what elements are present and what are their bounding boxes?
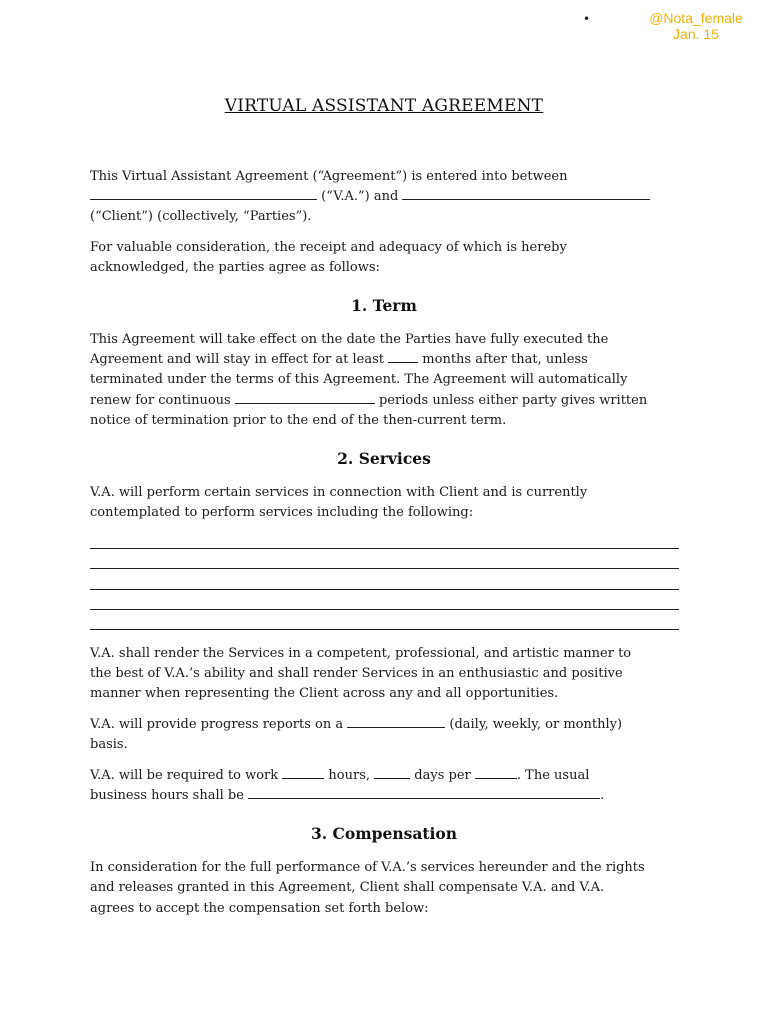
client-name-blank[interactable] <box>402 187 650 200</box>
work-line-2 <box>90 786 680 806</box>
term-line-4b: periods unless either party gives written <box>378 393 648 408</box>
intro-line-2 <box>90 187 680 207</box>
work-line-1 <box>90 766 680 786</box>
progress-frequency-blank[interactable] <box>347 715 445 728</box>
section-compensation-heading: 3. Compensation <box>310 824 458 843</box>
consideration-line-2: acknowledged, the parties agree as follows: <box>90 260 380 275</box>
progress-line-1b: (daily, weekly, or monthly) <box>449 717 623 732</box>
services-blank-line-1[interactable] <box>90 548 679 549</box>
term-line-2b: months after that, unless <box>422 352 588 367</box>
services-line-1: V.A. will perform certain services in connection with Client and is currently <box>90 485 588 500</box>
progress-line-2: basis. <box>90 737 128 752</box>
compensation-line-2: and releases granted in this Agreement, Client shall compensate V.A. and V.A. <box>90 880 605 895</box>
consideration-line-1: For valuable consideration, the receipt and adequacy of which is hereby <box>90 240 567 255</box>
term-line-3: terminated under the terms of this Agreement. The Agreement will automatically <box>90 372 628 387</box>
services-blank-line-5[interactable] <box>90 629 679 630</box>
intro-line-3: (“Client”) (collectively, “Parties”). <box>90 209 312 224</box>
term-line-5: notice of termination prior to the end of the then-current term. <box>90 413 507 428</box>
bullet-mark: • <box>583 12 591 26</box>
term-line-4 <box>90 391 680 411</box>
term-line-1: This Agreement will take effect on the date the Parties have fully executed the <box>90 332 609 347</box>
render-line-2: the best of V.A.’s ability and shall render Services in an enthusiastic and positive <box>90 666 623 681</box>
services-line-2: contemplated to perform services including the following: <box>90 505 474 520</box>
term-line-4a: renew for continuous <box>90 393 231 408</box>
compensation-line-1: In consideration for the full performance of V.A.’s services hereunder and the rights <box>90 860 645 875</box>
work-line-1c: days per <box>414 768 471 783</box>
hours-blank[interactable] <box>282 766 324 779</box>
intro-va-and: (“V.A.”) and <box>321 189 399 204</box>
work-line-2b: . <box>600 788 605 803</box>
handwritten-annotation <box>636 10 756 42</box>
services-blank-line-3[interactable] <box>90 589 679 590</box>
work-line-1b: hours, <box>328 768 371 783</box>
progress-line-1 <box>90 715 680 735</box>
days-blank[interactable] <box>374 766 410 779</box>
services-blank-line-2[interactable] <box>90 568 679 569</box>
section-services-heading: 2. Services <box>337 449 431 468</box>
va-name-blank[interactable] <box>90 187 317 200</box>
compensation-line-3: agrees to accept the compensation set forth below: <box>90 901 429 916</box>
work-line-1d: . The usual <box>516 768 590 783</box>
work-line-2a: business hours shall be <box>90 788 244 803</box>
renewal-period-blank[interactable] <box>235 391 375 404</box>
term-months-blank[interactable] <box>388 350 418 363</box>
term-line-2 <box>90 350 680 370</box>
business-hours-blank[interactable] <box>248 786 600 799</box>
render-line-1: V.A. shall render the Services in a competent, professional, and artistic manner to <box>90 646 632 661</box>
annotation-date: Jan. 15 <box>673 26 719 42</box>
work-line-1a: V.A. will be required to work <box>90 768 279 783</box>
services-blank-line-4[interactable] <box>90 609 679 610</box>
document-title: VIRTUAL ASSISTANT AGREEMENT <box>224 96 544 116</box>
render-line-3: manner when representing the Client across any and all opportunities. <box>90 686 559 701</box>
annotation-handle: @Nota_female <box>649 10 743 26</box>
intro-line-1: This Virtual Assistant Agreement (“Agreement”) is entered into between <box>90 169 568 184</box>
progress-line-1a: V.A. will provide progress reports on a <box>90 717 344 732</box>
period-blank[interactable] <box>475 766 517 779</box>
term-line-2a: Agreement and will stay in effect for at least <box>90 352 385 367</box>
section-term-heading: 1. Term <box>351 296 417 315</box>
